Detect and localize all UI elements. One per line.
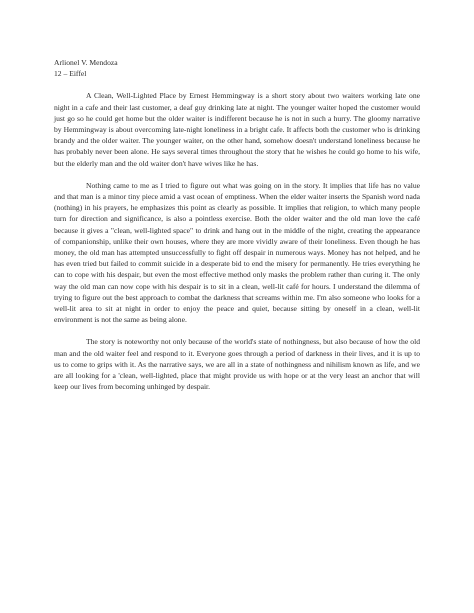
document-body xyxy=(54,57,420,403)
paragraph-3: The story is noteworthy not only because of the world's state of nothingness, but also because of how the old man and the old waiter feel and respond to it. Everyone goes through a period of darkness in their lives, and it is up to us to come to grips with it. As the narrative says, we are all in a state of nothingness and nihilism known as life, and we are all looking for a 'clean, well-lighted, place that might provide us with hope or at the very least an anchor that will keep our lives from becoming unhinged by despair. xyxy=(54,337,420,392)
paragraph-1: A Clean, Well-Lighted Place by Ernest Hemmingway is a short story about two waiters working late one night in a cafe and their last customer, a deaf guy drinking late at night. The younger waiter hoped the customer would just go so he could get home but the older waiter is indifferent because he is not in such a hurry. The gloomy narrative by Hemmingway is about overcoming late-night loneliness in a bright cafe. It affects both the customer who is drinking brandy and the older waiter. The younger waiter, on the other hand, somehow doesn't understand loneliness because he has probably never been alone. He says several times throughout the story that he wishes he could go home to his wife, but the elderly man and the old waiter don't have wives like he has. xyxy=(54,91,420,168)
section-label: 12 – Eiffel xyxy=(54,69,87,79)
document-header xyxy=(54,57,420,79)
paragraph-2: Nothing came to me as I tried to figure out what was going on in the story. It implies that life has no value and that man is a minor tiny piece amid a vast ocean of emptiness. When the elder waiter inserts the Spanish word nada (nothing) in his prayers, he emphasizes this point as clearly as possible. It implies that religion, to which many people turn for direction and significance, is also a pointless exercise. Both the older waiter and the old man love the café because it gives a "clean, well-lighted space" to drink and hang out in the middle of the night, creating the appearance of companionship, unlike their own houses, where they are more vividly aware of their loneliness. Even though he has money, the old man has attempted unsuccessfully to fight off despair in numerous ways. Money has not helped, and he has even tried but failed to commit suicide in a desperate bid to end the misery for permanently. He tries everything he can to cope with his despair, but even the most effective method only masks the problem rather than curing it. The only way the old man can now cope with his despair is to sit in a clean, well-lit café for hours. I understand the dilemma of trying to figure out the best approach to combat the darkness that screams within me. I'm also someone who looks for a well-lit area to sit at night in order to enjoy the peace and quiet, because sitting by oneself in a clean, well-lit environment is not the same as being alone. xyxy=(54,180,420,325)
author-name: Arlionel V. Mendoza xyxy=(54,58,118,67)
